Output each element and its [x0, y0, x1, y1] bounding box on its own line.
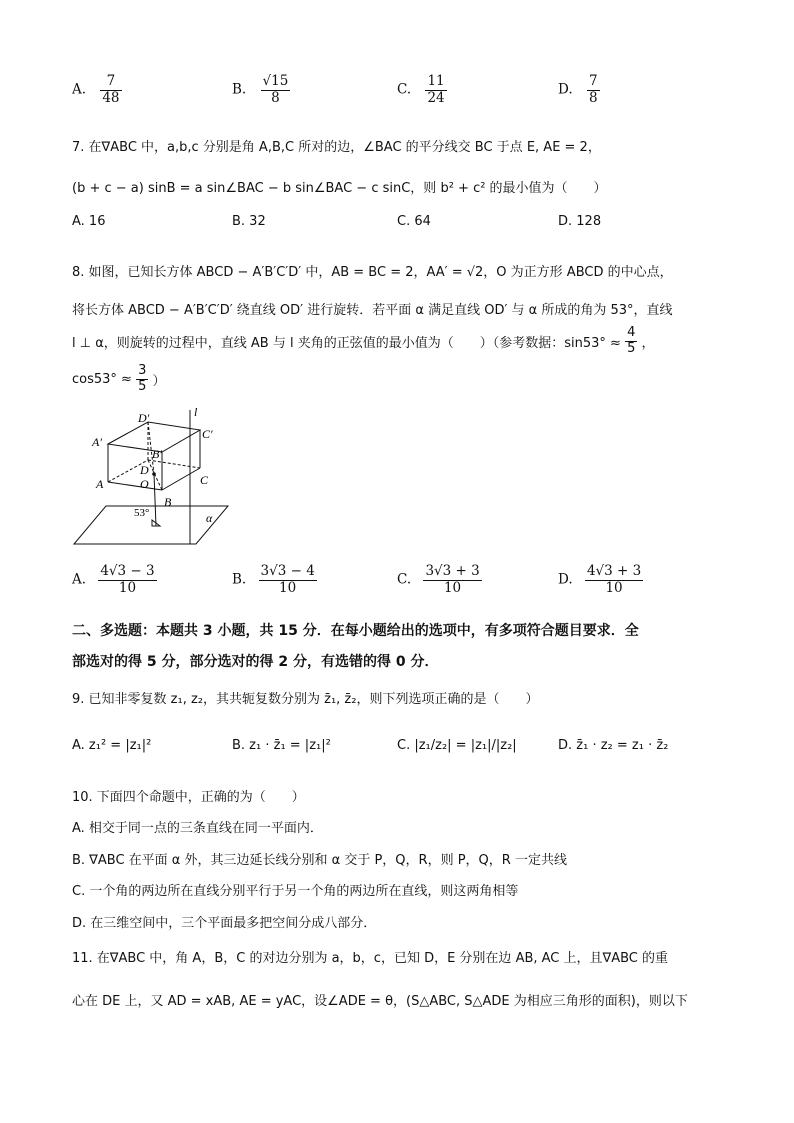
q7-option-c[interactable]: C. 64 [397, 214, 431, 229]
q7-stem-line1: 7. 在∇ABC 中，a,b,c 分别是角 A,B,C 所对的边，∠BAC 的平分线交 BC 于点 E, AE = 2， [72, 140, 601, 155]
q8-stem-line4: cos53° ≈ $\frac{3}{5}$ ） [72, 363, 166, 394]
q7-option-d[interactable]: D. 128 [558, 214, 602, 229]
q6-option-d[interactable]: D. $\frac{7}{8}$ [558, 73, 598, 106]
q9-option-d[interactable]: D. z̄₁ · z₂ = z₁ · z̄₂ [558, 738, 669, 753]
q8-b-fraction: $\frac{3√3 - 4}{10}$ [260, 563, 315, 596]
label-alpha: α [206, 511, 213, 525]
sin53-fraction: $\frac{4}{5}$ [627, 325, 636, 356]
q8-option-b[interactable]: B. $\frac{3√3 - 4}{10}$ [232, 563, 315, 596]
q8-c-fraction: $\frac{3√3 + 3}{10}$ [425, 563, 480, 596]
label-b-prime: B′ [152, 447, 162, 461]
hidden-edge-dc [148, 460, 200, 468]
q8-stem-line1: 8. 如图，已知长方体 ABCD − A′B′C′D′ 中，AB = BC = 2，AA′ = √2，O 为正方形 ABCD 的中心点， [72, 265, 673, 280]
edge-bc [162, 468, 200, 490]
q6-option-c[interactable]: C. $\frac{11}{24}$ [397, 73, 445, 106]
q9-stem: 9. 已知非零复数 z₁, z₂，其共轭复数分别为 z̄₁, z̄₂，则下列选项正确的是（ ） [72, 692, 539, 707]
q7-option-b[interactable]: B. 32 [232, 214, 266, 229]
q6-option-a[interactable]: A. $\frac{7}{48}$ [72, 73, 120, 106]
q7-stem-line2: (b + c − a) sinB = a sin∠BAC − b sin∠BAC − c sinC，则 b² + c² 的最小值为（ ） [72, 181, 607, 196]
label-a: A [96, 477, 104, 491]
q7-option-a[interactable]: A. 16 [72, 214, 106, 229]
q10-stem: 10. 下面四个命题中，正确的为（ ） [72, 790, 305, 805]
q10-option-a[interactable]: A. 相交于同一点的三条直线在同一平面内． [72, 821, 323, 836]
q8-d-fraction: $\frac{4√3 + 3}{10}$ [586, 563, 642, 596]
q11-stem-line2: 心在 DE 上，又 AD = xAB, AE = yAC，设∠ADE = θ，(S△ABC, S△ADE 为相应三角形的面积)，则以下 [72, 994, 688, 1009]
q6-b-fraction: $\frac{√15}{8}$ [262, 73, 289, 106]
q11-stem-line1: 11. 在∇ABC 中，角 A，B，C 的对边分别为 a，b，c，已知 D，E 分别在边 AB, AC 上，且∇ABC 的重 [72, 951, 669, 966]
label-c: C [200, 473, 209, 487]
cuboid-rotation-figure [70, 402, 240, 552]
plane-alpha [74, 506, 228, 544]
q10-option-d[interactable]: D. 在三维空间中，三个平面最多把空间分成八部分． [72, 916, 377, 931]
label-d-prime: D′ [138, 411, 150, 425]
q10-option-c[interactable]: C. 一个角的两边所在直线分别平行于另一个角的两边所在直线，则这两角相等 [72, 884, 519, 899]
label-c-prime: C′ [202, 427, 213, 441]
q6-option-b[interactable]: B. $\frac{√15}{8}$ [232, 73, 289, 106]
cos53-fraction: $\frac{3}{5}$ [138, 363, 147, 394]
label-d: D [140, 463, 149, 477]
label-o: O [140, 477, 149, 491]
q9-option-c[interactable]: C. |z₁/z₂| = |z₁|/|z₂| [397, 738, 517, 753]
q8-stem-line2: 将长方体 ABCD − A′B′C′D′ 绕直线 OD′ 进行旋转．若平面 α 满足直线 OD′ 与 α 所成的角为 53°，直线 [72, 303, 673, 318]
label-angle: 53° [134, 507, 150, 519]
q6-c-fraction: $\frac{11}{24}$ [427, 73, 445, 106]
q10-option-b[interactable]: B. ∇ABC 在平面 α 外，其三边延长线分别和 α 交于 P，Q，R，则 P，Q，R 一定共线 [72, 853, 567, 868]
label-b: B [164, 495, 172, 509]
q6-d-fraction: $\frac{7}{8}$ [588, 73, 598, 106]
q6-a-fraction: $\frac{7}{48}$ [102, 73, 120, 106]
q9-option-b[interactable]: B. z₁ · z̄₁ = |z₁|² [232, 738, 331, 753]
q9-option-a[interactable]: A. z₁² = |z₁|² [72, 738, 152, 753]
q8-option-d[interactable]: D. $\frac{4√3 + 3}{10}$ [558, 563, 642, 596]
label-a-prime: A′ [92, 435, 102, 449]
q8-option-c[interactable]: C. $\frac{3√3 + 3}{10}$ [397, 563, 480, 596]
section2-heading-line2: 部选对的得 5 分，部分选对的得 2 分，有选错的得 0 分． [72, 654, 439, 670]
projection-line [154, 474, 156, 526]
q8-option-a[interactable]: A. $\frac{4√3 - 3}{10}$ [72, 563, 155, 596]
q8-stem-line3: l ⊥ α，则旋转的过程中，直线 AB 与 l 夹角的正弦值的最小值为（ ）（参考数据：sin53° ≈ $\frac{4}{5}$ ， [72, 325, 655, 356]
section2-heading-line1: 二、多选题：本题共 3 小题，共 15 分．在每小题给出的选项中，有多项符合题目要求．全 [72, 623, 639, 639]
q8-a-fraction: $\frac{4√3 - 3}{10}$ [100, 563, 155, 596]
label-l: l [194, 405, 198, 419]
